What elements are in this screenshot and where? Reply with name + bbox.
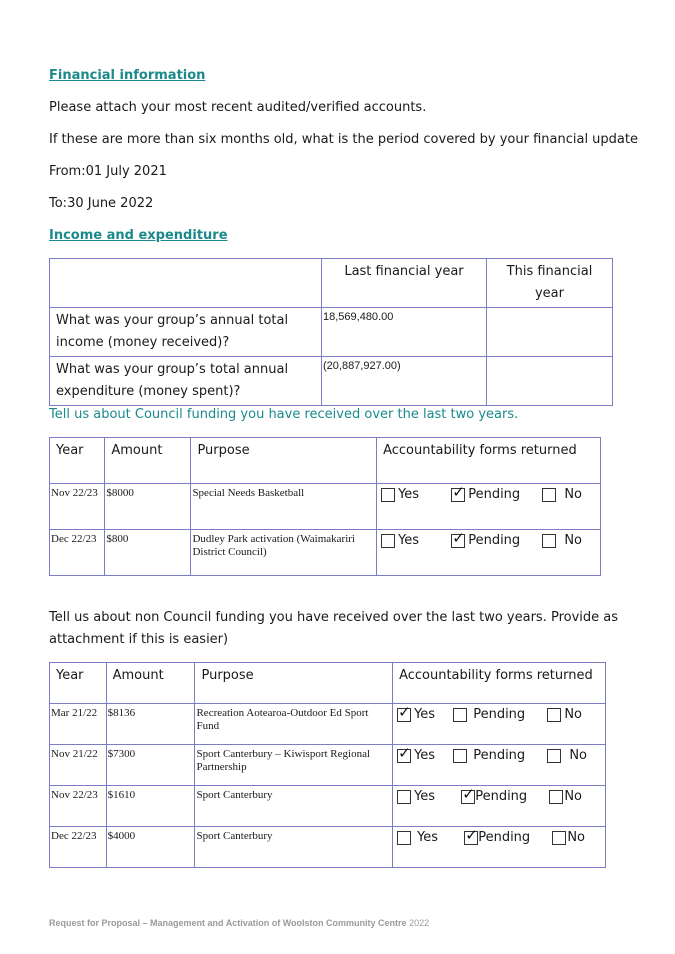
pending-label: Pending (468, 533, 521, 548)
option-no[interactable] (547, 748, 587, 763)
council-intro: Tell us about Council funding you have received over the last two years. (49, 407, 519, 422)
pending-checkbox[interactable] (451, 488, 465, 502)
row-purpose: Sport Canterbury – Kiwisport Regional Partnership (195, 745, 393, 786)
yes-label: Yes (398, 487, 420, 502)
forms-options (393, 704, 606, 745)
row-purpose: Dudley Park activation (Waimakariri District Council) (191, 530, 377, 576)
forms-options (393, 745, 606, 786)
row-purpose: Special Needs Basketball (191, 484, 377, 530)
no-checkbox[interactable] (542, 534, 556, 548)
pending-checkbox[interactable] (461, 790, 475, 804)
no-label: No (564, 789, 582, 804)
row-year: Nov 22/23 (50, 484, 105, 530)
no-checkbox[interactable] (549, 790, 563, 804)
option-no[interactable] (542, 533, 582, 548)
option-yes[interactable] (397, 748, 435, 763)
yes-checkbox[interactable] (397, 831, 411, 845)
forms-options (393, 786, 606, 827)
forms-options (377, 484, 601, 530)
no-label: No (564, 707, 582, 722)
noncouncil-intro-line2: attachment if this is easier) (49, 632, 229, 647)
no-checkbox[interactable] (547, 708, 561, 722)
period-to: To:30 June 2022 (49, 196, 154, 211)
income-question: What was your group’s annual total income (money received)? (50, 308, 322, 357)
income-last-value: 18,569,480.00 (322, 308, 487, 357)
row-amount: $8000 (105, 484, 191, 530)
row-year: Nov 22/23 (50, 786, 107, 827)
option-pending[interactable] (453, 707, 525, 722)
table-row (50, 827, 606, 868)
row-year: Mar 21/22 (50, 704, 107, 745)
pending-label: Pending (473, 707, 526, 722)
table-row (50, 308, 613, 357)
option-pending[interactable] (451, 487, 520, 502)
col-year: Year (50, 438, 105, 484)
pending-label: Pending (475, 789, 528, 804)
no-label: No (564, 487, 582, 502)
yes-checkbox[interactable] (381, 534, 395, 548)
yes-checkbox[interactable] (397, 790, 411, 804)
row-year: Dec 22/23 (50, 530, 105, 576)
period-question: If these are more than six months old, what is the period covered by your financial update (49, 132, 638, 147)
option-yes[interactable] (381, 487, 419, 502)
col-amount: Amount (105, 438, 191, 484)
no-checkbox[interactable] (552, 831, 566, 845)
pending-label: Pending (468, 487, 521, 502)
table-row (50, 357, 613, 406)
period-from: From:01 July 2021 (49, 164, 167, 179)
yes-label: Yes (414, 748, 436, 763)
no-label: No (569, 748, 587, 763)
income-this-value (487, 308, 613, 357)
footer-text: Request for Proposal – Management and Activation of Woolston Community Centre (49, 918, 407, 928)
income-col-last: Last financial year (322, 259, 487, 308)
footer-year: 2022 (409, 918, 430, 928)
option-pending[interactable] (451, 533, 520, 548)
council-header-row (50, 438, 601, 484)
col-forms: Accountability forms returned (393, 663, 606, 704)
income-col-this: This financial year (487, 259, 613, 308)
no-label: No (567, 830, 585, 845)
no-label: No (564, 533, 582, 548)
pending-checkbox[interactable] (453, 708, 467, 722)
row-year: Nov 21/22 (50, 745, 107, 786)
forms-options (377, 530, 601, 576)
row-amount: $4000 (106, 827, 195, 868)
no-checkbox[interactable] (547, 749, 561, 763)
option-no[interactable] (542, 487, 582, 502)
table-row (50, 745, 606, 786)
yes-label: Yes (417, 830, 439, 845)
council-table (49, 437, 601, 576)
pending-checkbox[interactable] (464, 831, 478, 845)
row-amount: $8136 (106, 704, 195, 745)
pending-checkbox[interactable] (451, 534, 465, 548)
income-header-row (50, 259, 613, 308)
pending-checkbox[interactable] (453, 749, 467, 763)
table-row (50, 530, 601, 576)
row-amount: $7300 (106, 745, 195, 786)
expenditure-question: What was your group’s total annual expenditure (money spent)? (50, 357, 322, 406)
forms-options (393, 827, 606, 868)
row-year: Dec 22/23 (50, 827, 107, 868)
yes-checkbox[interactable] (397, 708, 411, 722)
table-row (50, 484, 601, 530)
income-header-blank (50, 259, 322, 308)
row-amount: $1610 (106, 786, 195, 827)
option-pending[interactable] (453, 748, 525, 763)
row-purpose: Sport Canterbury (195, 786, 393, 827)
noncouncil-intro-line1: Tell us about non Council funding you have received over the last two years. Provide as (49, 610, 619, 625)
option-yes[interactable] (381, 533, 419, 548)
income-heading: Income and expenditure (49, 228, 228, 243)
option-no[interactable] (549, 789, 582, 804)
attach-text: Please attach your most recent audited/verified accounts. (49, 100, 427, 115)
pending-label: Pending (478, 830, 531, 845)
noncouncil-table (49, 662, 606, 868)
pending-label: Pending (473, 748, 526, 763)
option-pending[interactable] (461, 789, 527, 804)
yes-checkbox[interactable] (397, 749, 411, 763)
col-year: Year (50, 663, 107, 704)
yes-checkbox[interactable] (381, 488, 395, 502)
yes-label: Yes (414, 707, 436, 722)
yes-label: Yes (398, 533, 420, 548)
option-no[interactable] (552, 830, 585, 845)
table-row (50, 786, 606, 827)
income-table (49, 258, 613, 406)
col-purpose: Purpose (195, 663, 393, 704)
option-yes[interactable] (397, 707, 435, 722)
option-pending[interactable] (464, 830, 530, 845)
option-yes[interactable] (397, 830, 438, 845)
option-yes[interactable] (397, 789, 435, 804)
noncouncil-header-row (50, 663, 606, 704)
option-no[interactable] (547, 707, 582, 722)
row-purpose: Recreation Aotearoa-Outdoor Ed Sport Fund (195, 704, 393, 745)
table-row (50, 704, 606, 745)
col-forms: Accountability forms returned (377, 438, 601, 484)
expenditure-last-value: (20,887,927.00) (322, 357, 487, 406)
row-purpose: Sport Canterbury (195, 827, 393, 868)
financial-heading: Financial information (49, 68, 206, 83)
page-footer (49, 918, 429, 928)
row-amount: $800 (105, 530, 191, 576)
expenditure-this-value (487, 357, 613, 406)
col-purpose: Purpose (191, 438, 377, 484)
no-checkbox[interactable] (542, 488, 556, 502)
yes-label: Yes (414, 789, 436, 804)
col-amount: Amount (106, 663, 195, 704)
